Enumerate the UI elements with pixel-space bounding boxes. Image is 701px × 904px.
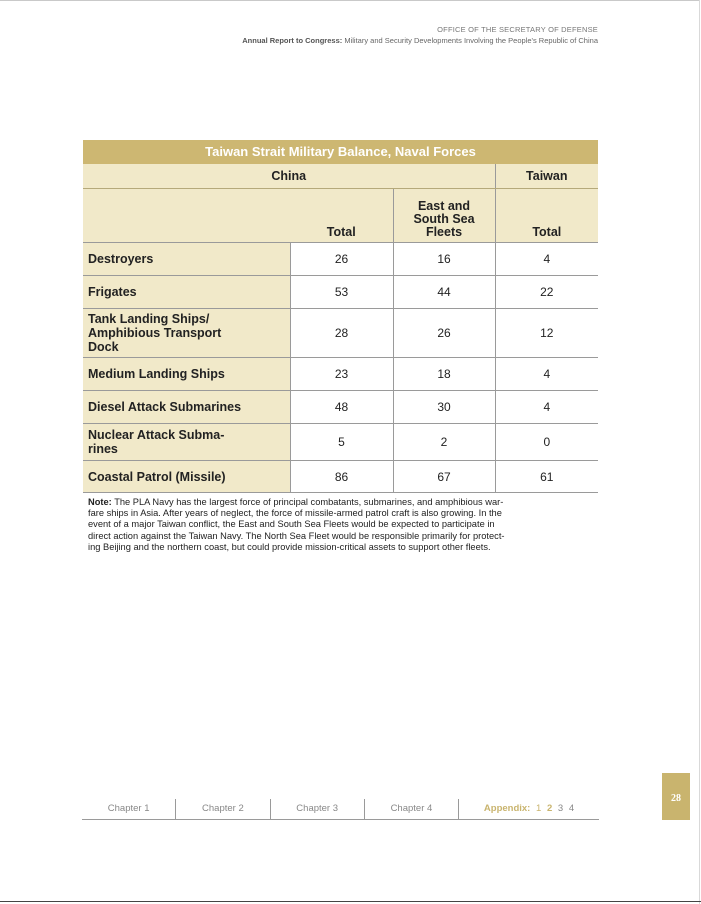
nav-chapter-4[interactable]: Chapter 4 xyxy=(365,799,459,819)
row-label: Frigates xyxy=(83,276,290,309)
table-row xyxy=(83,276,598,309)
row-label-l1: Tank Landing Ships/ xyxy=(88,312,210,326)
note-line-3: event of a major Taiwan conflict, the East and South Sea Fleets would be expected to participate in xyxy=(88,519,495,530)
group-header-china: China xyxy=(83,164,495,189)
row-label-l2: rines xyxy=(88,442,118,456)
col-header-east-south-l2: South Sea xyxy=(413,212,475,226)
row-label: Destroyers xyxy=(83,243,290,276)
page-bottom-border xyxy=(0,901,701,902)
east-south-cell: 67 xyxy=(393,461,495,493)
note-label: Note: xyxy=(88,497,112,507)
taiwan-cell: 4 xyxy=(495,358,598,391)
col-header-east-south-l1: East and xyxy=(417,199,471,213)
page-right-border xyxy=(699,0,700,904)
naval-forces-table xyxy=(83,140,598,493)
header-label-cell xyxy=(83,189,290,243)
china-total-cell: 53 xyxy=(290,276,393,309)
row-label-l1: Nuclear Attack Subma- xyxy=(88,428,225,442)
nav-appendix-label[interactable]: Appendix: xyxy=(483,803,531,814)
header-office: OFFICE OF THE SECRETARY OF DEFENSE xyxy=(437,25,598,34)
taiwan-cell: 4 xyxy=(495,243,598,276)
taiwan-cell: 4 xyxy=(495,391,598,424)
taiwan-cell: 22 xyxy=(495,276,598,309)
table-row xyxy=(83,461,598,493)
header-report xyxy=(242,36,598,45)
note-line-4: direct action against the Taiwan Navy. The North Sea Fleet would be responsible primarily for protect- xyxy=(88,530,505,541)
east-south-cell: 44 xyxy=(393,276,495,309)
taiwan-cell: 0 xyxy=(495,424,598,461)
east-south-cell: 2 xyxy=(393,424,495,461)
table-row xyxy=(83,358,598,391)
table-title: Taiwan Strait Military Balance, Naval Forces xyxy=(83,140,598,164)
col-header-taiwan-total: Total xyxy=(495,189,598,243)
header-report-title: Annual Report to Congress: xyxy=(242,36,343,45)
row-label xyxy=(83,424,290,461)
nav-appendix-4[interactable]: 4 xyxy=(568,803,575,814)
nav-chapter-1[interactable]: Chapter 1 xyxy=(82,799,176,819)
table-row xyxy=(83,424,598,461)
east-south-cell: 30 xyxy=(393,391,495,424)
row-label-l2: Amphibious Transport xyxy=(88,326,222,340)
china-total-cell: 86 xyxy=(290,461,393,493)
page-top-border xyxy=(0,0,700,1)
chapter-nav xyxy=(82,799,599,820)
row-label: Diesel Attack Submarines xyxy=(83,391,290,424)
nav-chapter-2[interactable]: Chapter 2 xyxy=(176,799,270,819)
east-south-cell: 16 xyxy=(393,243,495,276)
taiwan-cell: 12 xyxy=(495,309,598,358)
china-total-cell: 26 xyxy=(290,243,393,276)
col-header-china-total: Total xyxy=(290,189,393,243)
china-total-cell: 28 xyxy=(290,309,393,358)
china-total-cell: 5 xyxy=(290,424,393,461)
note-line-2: fare ships in Asia. After years of neglect, the force of missile-armed patrol craft is also growing. In the xyxy=(88,508,502,519)
page-number-tab: 28 xyxy=(662,773,690,820)
table-row xyxy=(83,243,598,276)
nav-appendix-1[interactable]: 1 xyxy=(536,803,542,814)
row-label xyxy=(83,309,290,358)
china-total-cell: 23 xyxy=(290,358,393,391)
row-label-l3: Dock xyxy=(88,340,119,354)
taiwan-cell: 61 xyxy=(495,461,598,493)
east-south-cell: 18 xyxy=(393,358,495,391)
china-total-cell: 48 xyxy=(290,391,393,424)
east-south-cell: 26 xyxy=(393,309,495,358)
table-note xyxy=(88,497,592,553)
table-row xyxy=(83,391,598,424)
group-header-taiwan: Taiwan xyxy=(495,164,598,189)
table-row xyxy=(83,309,598,358)
nav-appendix xyxy=(459,799,599,819)
row-label: Coastal Patrol (Missile) xyxy=(83,461,290,493)
nav-appendix-3[interactable]: 3 xyxy=(557,803,564,814)
nav-appendix-2[interactable]: 2 xyxy=(546,803,553,814)
col-header-east-south-l3: Fleets xyxy=(425,225,463,239)
header-report-subtitle: Military and Security Developments Involving the People's Republic of China xyxy=(344,36,598,45)
col-header-east-south xyxy=(393,189,495,243)
nav-chapter-3[interactable]: Chapter 3 xyxy=(271,799,365,819)
note-line-5: ing Beijing and the northern coast, but could provide mission-critical assets to support other fleets. xyxy=(88,541,491,552)
note-line-1: The PLA Navy has the largest force of principal combatants, submarines, and amphibious war- xyxy=(114,497,504,507)
row-label: Medium Landing Ships xyxy=(83,358,290,391)
